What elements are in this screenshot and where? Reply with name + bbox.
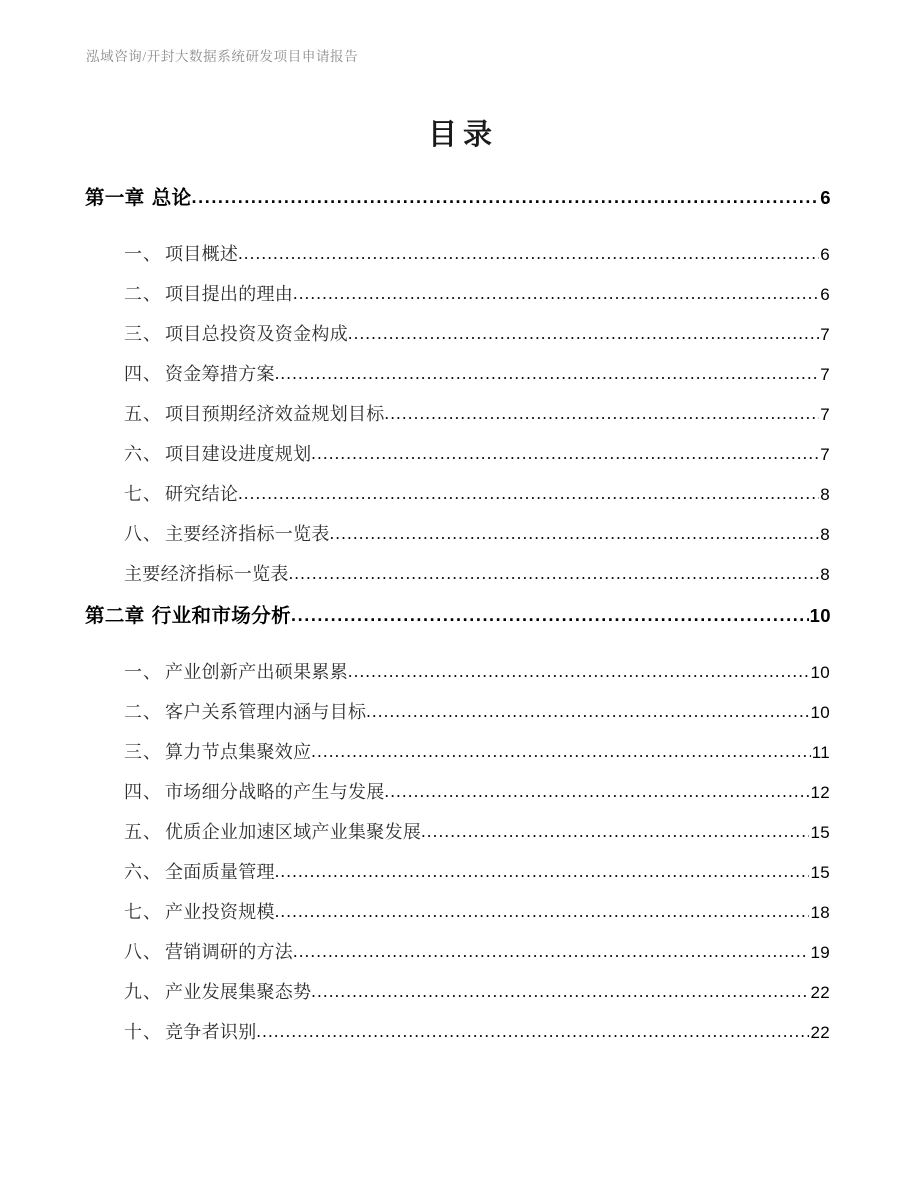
toc-leader-dots xyxy=(289,565,820,582)
toc-chapter-entry[interactable] xyxy=(0,600,920,640)
toc-entry-label: 总论 xyxy=(151,187,192,209)
toc-section-entry[interactable] xyxy=(0,520,920,560)
toc-entry-number: 三、 xyxy=(124,324,162,344)
page-title: 目录 xyxy=(427,119,498,151)
toc-page-number: 15 xyxy=(810,823,830,842)
toc-page-number: 18 xyxy=(810,903,830,922)
toc-entry-label: 算力节点集聚效应 xyxy=(165,742,312,762)
toc-leader-dots xyxy=(291,606,809,624)
toc-entry-number: 十、 xyxy=(124,1022,162,1042)
toc-page-number: 8 xyxy=(820,485,830,504)
toc-entry-number: 第二章 xyxy=(85,605,145,627)
toc-entry-number: 二、 xyxy=(124,284,162,304)
toc-entry-label: 优质企业加速区域产业集聚发展 xyxy=(165,822,422,842)
toc-page-number: 11 xyxy=(811,743,830,762)
toc-entry-label: 项目预期经济效益规划目标 xyxy=(165,404,385,424)
toc-leader-dots xyxy=(293,285,819,302)
toc-leader-dots xyxy=(293,943,809,960)
toc-page-number: 6 xyxy=(820,285,830,304)
toc-entry-label: 客户关系管理内涵与目标 xyxy=(165,702,367,722)
toc-entry-number: 八、 xyxy=(124,524,162,544)
toc-entry-label: 市场细分战略的产生与发展 xyxy=(165,782,385,802)
toc-section-entry[interactable] xyxy=(0,400,920,440)
toc-entry-label: 产业发展集聚态势 xyxy=(165,982,312,1002)
toc-entry-label: 产业投资规模 xyxy=(165,902,275,922)
toc-entry-label: 行业和市场分析 xyxy=(151,605,292,627)
toc-entry-number: 七、 xyxy=(124,484,162,504)
toc-leader-dots xyxy=(275,863,810,880)
toc-entry-label: 项目概述 xyxy=(165,244,239,264)
toc-leader-dots xyxy=(257,1023,810,1040)
toc-page-number: 22 xyxy=(810,983,830,1002)
toc-entry-number: 四、 xyxy=(124,364,162,384)
toc-page-number: 7 xyxy=(820,405,830,424)
running-header: 泓域咨询/开封大数据系统研发项目申请报告 xyxy=(86,49,359,64)
toc-entry-label: 主要经济指标一览表 xyxy=(124,564,289,584)
toc-page-number: 8 xyxy=(820,565,830,584)
toc-chapter-gap xyxy=(0,640,920,658)
toc-chapter-entry[interactable] xyxy=(0,182,920,222)
toc-entry-number: 三、 xyxy=(124,742,162,762)
toc-leader-dots xyxy=(311,445,819,462)
toc-entry-label: 主要经济指标一览表 xyxy=(165,524,330,544)
toc-entry-label: 项目总投资及资金构成 xyxy=(165,324,348,344)
toc-section-entry[interactable] xyxy=(0,240,920,280)
toc-page-number: 6 xyxy=(820,187,831,208)
toc-leader-dots xyxy=(275,365,819,382)
toc-page-number: 7 xyxy=(820,445,830,464)
toc-page-number: 10 xyxy=(810,703,830,722)
toc-section-entry[interactable] xyxy=(0,818,920,858)
toc-page-number: 7 xyxy=(820,325,830,344)
toc-entry-label: 竞争者识别 xyxy=(165,1022,257,1042)
toc-leader-dots xyxy=(192,188,820,206)
toc-entry-number: 七、 xyxy=(124,902,162,922)
toc-entry-label: 产业创新产出硕果累累 xyxy=(165,662,348,682)
toc-entry-number: 四、 xyxy=(124,782,162,802)
toc-entry-number: 六、 xyxy=(124,862,162,882)
toc-page-number: 10 xyxy=(809,605,831,626)
toc-section-entry[interactable] xyxy=(0,978,920,1018)
toc-entry-label: 研究结论 xyxy=(165,484,239,504)
toc-section-entry[interactable] xyxy=(0,698,920,738)
toc-entry-number: 一、 xyxy=(124,244,162,264)
toc-leader-dots xyxy=(366,703,809,720)
toc-entry-label: 项目建设进度规划 xyxy=(165,444,312,464)
toc-section-entry[interactable] xyxy=(0,320,920,360)
toc-section-entry[interactable] xyxy=(0,938,920,978)
toc-entry-number: 六、 xyxy=(124,444,162,464)
toc-section-entry[interactable] xyxy=(0,858,920,898)
toc-page-number: 22 xyxy=(810,1023,830,1042)
toc-leader-dots xyxy=(275,903,810,920)
toc-section-entry[interactable] xyxy=(0,898,920,938)
toc-leader-dots xyxy=(311,983,809,1000)
toc-section-entry[interactable] xyxy=(0,658,920,698)
toc-entry-label: 营销调研的方法 xyxy=(165,942,294,962)
toc-section-entry[interactable] xyxy=(0,280,920,320)
toc-section-entry[interactable] xyxy=(0,738,920,778)
toc-leader-dots xyxy=(385,405,820,422)
table-of-contents xyxy=(0,182,920,1058)
toc-leader-dots xyxy=(238,245,819,262)
toc-entry-number: 八、 xyxy=(124,942,162,962)
toc-page-number: 19 xyxy=(810,943,830,962)
toc-entry-number: 一、 xyxy=(124,662,162,682)
toc-section-entry[interactable] xyxy=(0,560,920,600)
toc-leader-dots xyxy=(385,783,810,800)
toc-page-number: 10 xyxy=(810,663,830,682)
toc-entry-number: 第一章 xyxy=(85,187,145,209)
toc-entry-label: 资金筹措方案 xyxy=(165,364,275,384)
toc-entry-label: 项目提出的理由 xyxy=(165,284,294,304)
toc-leader-dots xyxy=(348,325,819,342)
toc-entry-number: 二、 xyxy=(124,702,162,722)
toc-leader-dots xyxy=(311,743,810,760)
toc-section-entry[interactable] xyxy=(0,440,920,480)
toc-entry-number: 五、 xyxy=(124,822,162,842)
toc-entry-number: 五、 xyxy=(124,404,162,424)
toc-section-entry[interactable] xyxy=(0,778,920,818)
toc-entry-number: 九、 xyxy=(124,982,162,1002)
toc-section-entry[interactable] xyxy=(0,480,920,520)
toc-leader-dots xyxy=(348,663,809,680)
toc-section-entry[interactable] xyxy=(0,1018,920,1058)
toc-section-entry[interactable] xyxy=(0,360,920,400)
toc-leader-dots xyxy=(421,823,809,840)
toc-page-number: 12 xyxy=(810,783,830,802)
toc-page-number: 15 xyxy=(810,863,830,882)
toc-page-number: 8 xyxy=(820,525,830,544)
toc-page-number: 6 xyxy=(820,245,830,264)
toc-leader-dots xyxy=(330,525,820,542)
toc-leader-dots xyxy=(238,485,819,502)
toc-chapter-gap xyxy=(0,222,920,240)
toc-entry-label: 全面质量管理 xyxy=(165,862,275,882)
toc-page-number: 7 xyxy=(820,365,830,384)
